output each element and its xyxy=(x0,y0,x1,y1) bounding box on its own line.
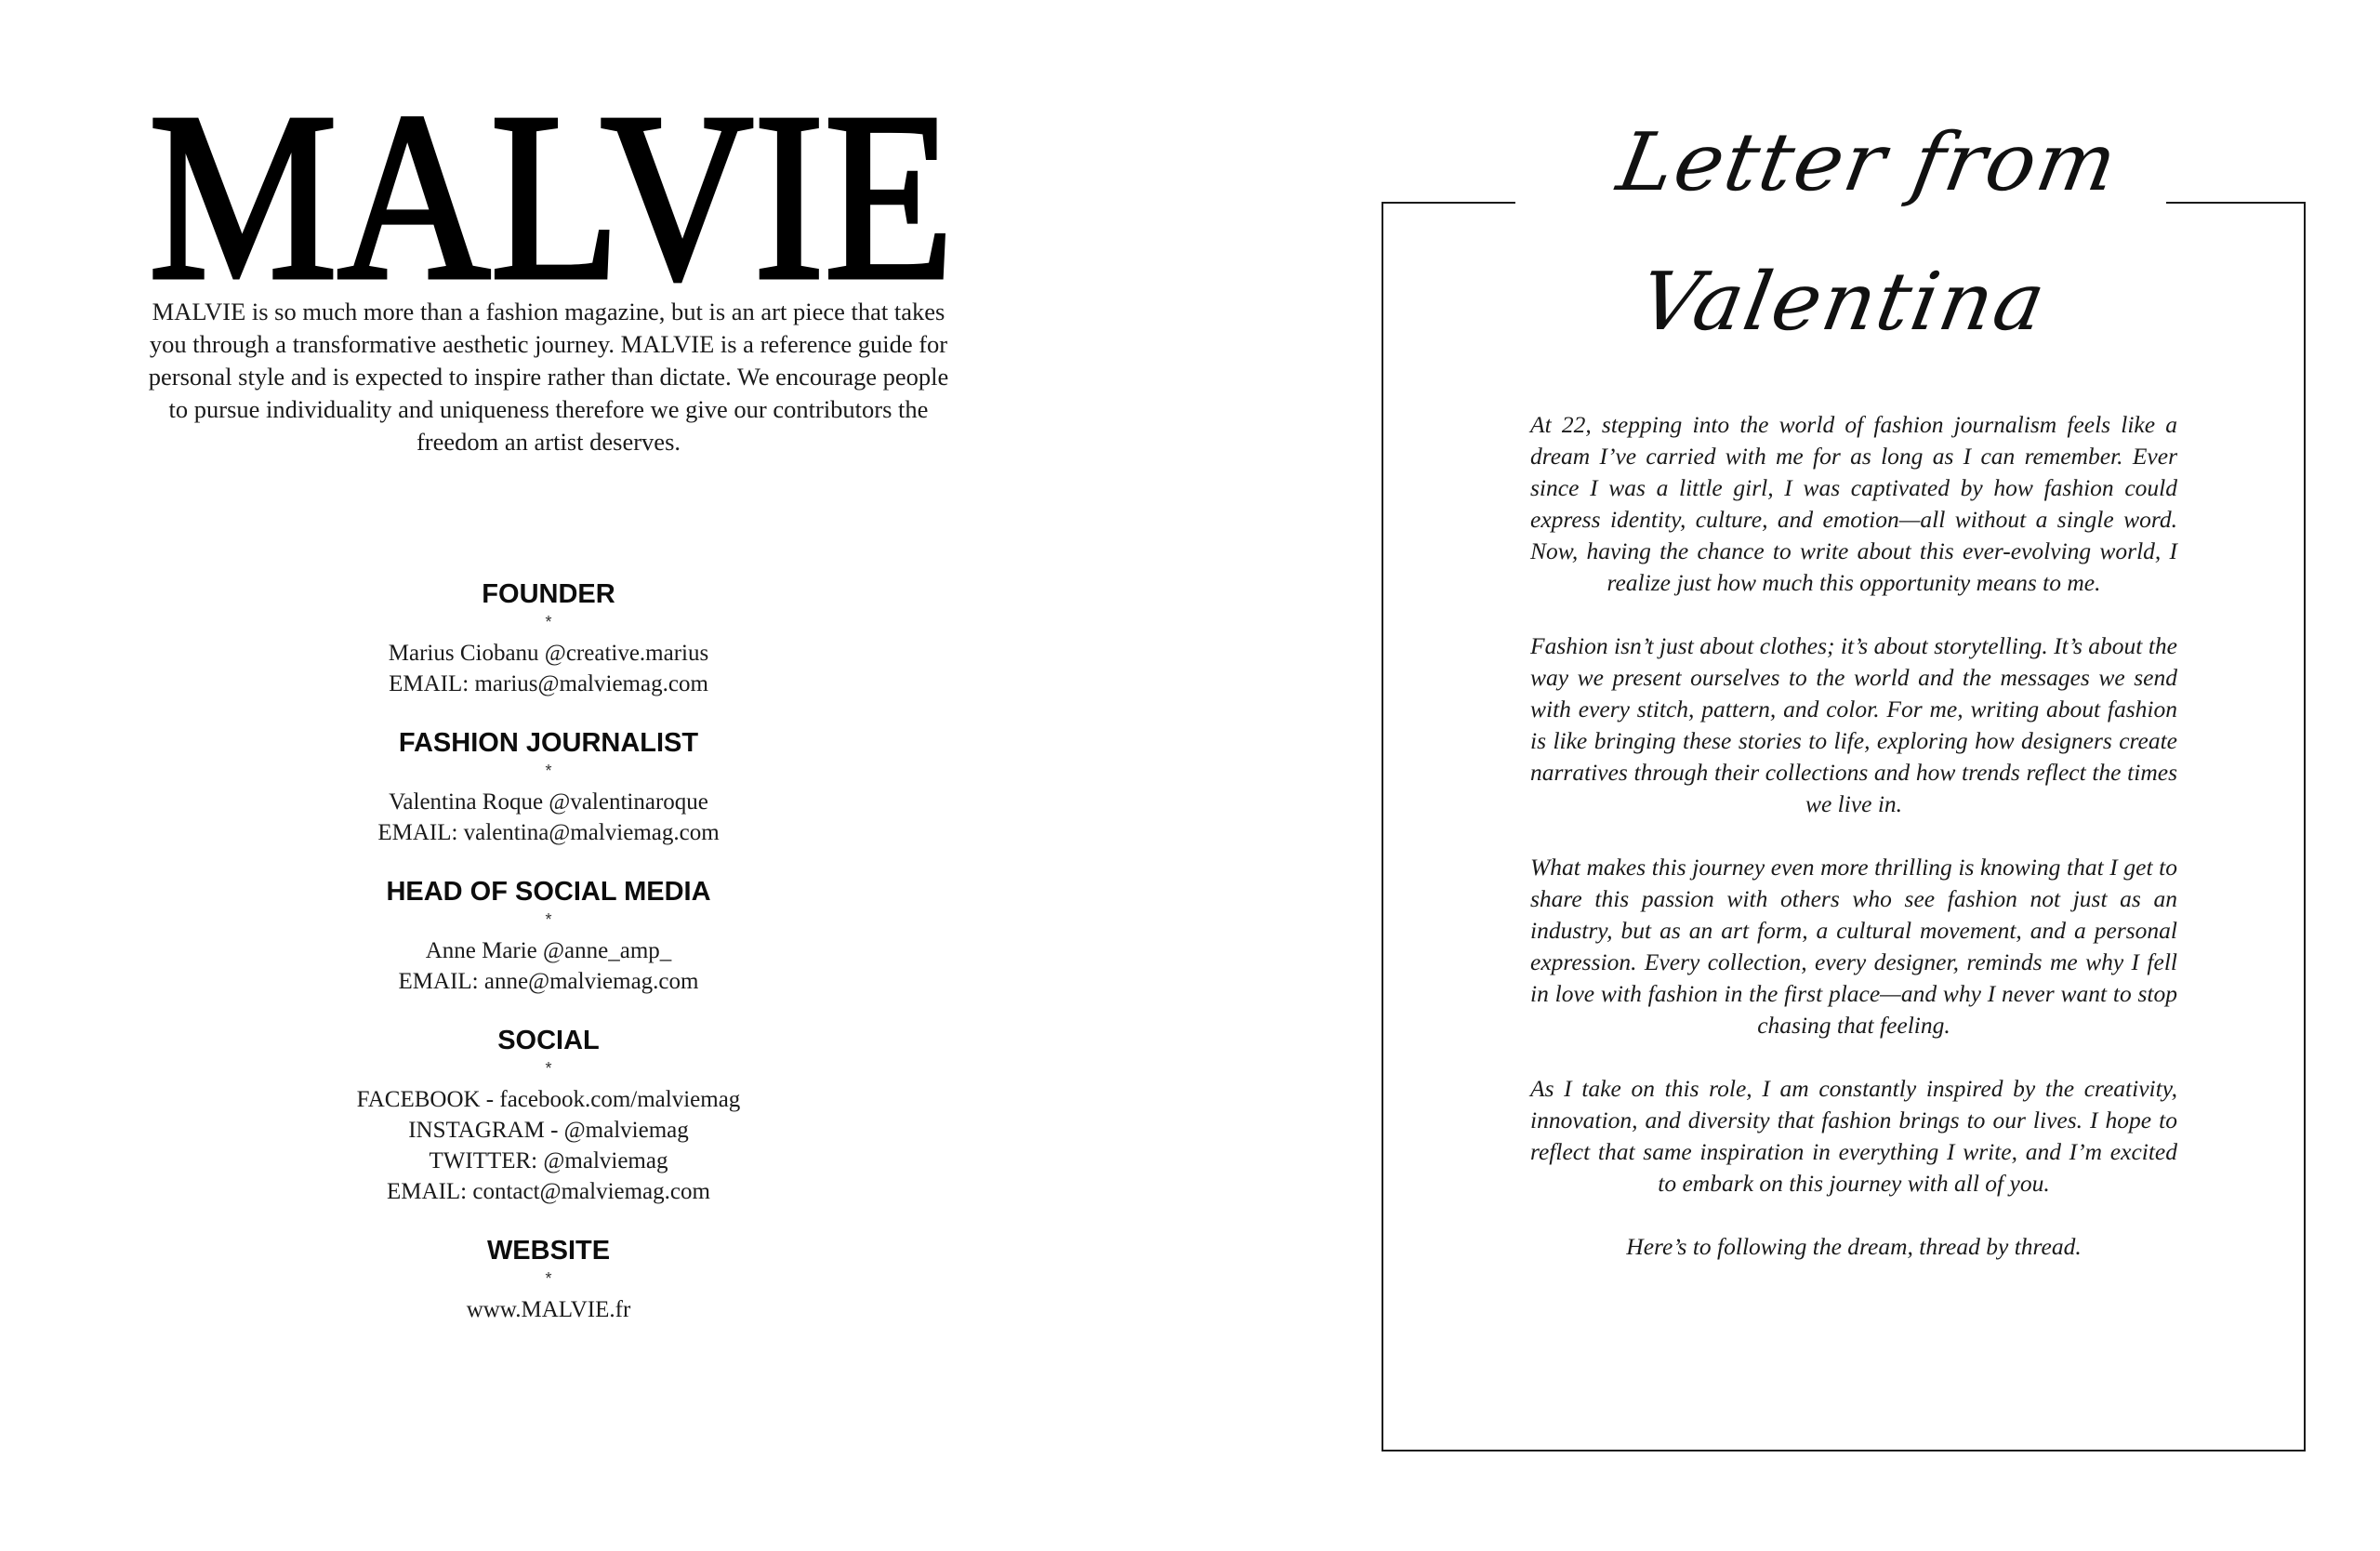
credit-head-of-social-media xyxy=(270,876,827,997)
letter-paragraph: Fashion isn’t just about clothes; it’s about storytelling. It’s about the way we present ourselves to the world and the messages we send with every stitch, pattern, and color. For me, writing about fashion is like bringing these stories to life, exploring how designers create narratives through their collections and how trends reflect the times we live in. xyxy=(1530,632,2177,817)
letter-paragraph: At 22, stepping into the world of fashion journalism feels like a dream I’ve carried with me for as long as I can remember. Ever since I was a little girl, I was captivated by how fashion could express identity, culture, and emotion—all without a single word. Now, having the chance to write about this ever-evolving world, I realize just how much this opportunity means to me. xyxy=(1530,411,2177,596)
credit-email: EMAIL: valentina@malviemag.com xyxy=(377,820,720,845)
credit-title: HEAD OF SOCIAL MEDIA xyxy=(386,877,711,907)
credit-fashion-journalist xyxy=(270,727,827,848)
letter-body xyxy=(1530,409,2177,1294)
letter-paragraph: As I take on this role, I am constantly inspired by the creativity, innovation, and diversity that fashion brings to our lives. I hope to reflect that same inspiration in everything I write, and I’m excited to embark on this journey with all of you. xyxy=(1530,1075,2177,1197)
masthead-logo xyxy=(147,80,956,292)
letter-title: Letter from Valentina xyxy=(1610,116,2126,349)
left-page xyxy=(0,0,1106,1551)
credit-line: Marius Ciobanu @creative.marius xyxy=(388,641,709,666)
credit-website xyxy=(270,1235,827,1325)
website-url: www.MALVIE.fr xyxy=(466,1297,631,1322)
credit-founder xyxy=(270,578,827,699)
credit-title: SOCIAL xyxy=(497,1026,600,1055)
intro-paragraph: MALVIE is so much more than a fashion magazine, but is an art piece that takes you through a transformative aesthetic journey. MALVIE is a reference guide for personal style and is expected to inspire rather than dictate. We encourage people to pursue individuality and uniqueness therefore we give our contributors the freedom an artist deserves. xyxy=(148,298,949,456)
credit-email: EMAIL: anne@malviemag.com xyxy=(398,969,699,994)
credit-title: WEBSITE xyxy=(486,1236,611,1266)
letter-signoff: Here’s to following the dream, thread by thread. xyxy=(1626,1233,2082,1260)
twitter-line: TWITTER: @malviemag xyxy=(429,1148,668,1173)
star-divider: * xyxy=(545,762,552,780)
star-divider: * xyxy=(545,910,552,929)
credit-line: Anne Marie @anne_amp_ xyxy=(425,938,672,963)
star-divider: * xyxy=(545,1059,552,1078)
credit-title: FOUNDER xyxy=(482,579,615,609)
credit-social xyxy=(270,1025,827,1207)
credit-line: Valentina Roque @valentinaroque xyxy=(389,789,708,815)
credit-title: FASHION JOURNALIST xyxy=(398,728,699,758)
credits-list xyxy=(270,578,827,1353)
facebook-line: FACEBOOK - facebook.com/malviemag xyxy=(356,1087,741,1112)
credit-email: EMAIL: marius@malviemag.com xyxy=(389,671,708,696)
credit-email: EMAIL: contact@malviemag.com xyxy=(387,1179,710,1204)
letter-paragraph: What makes this journey even more thrilling is knowing that I get to share this passion with others who see fashion not just as an industry, but as an art form, a cultural movement, and a personal expression. Every collection, every designer, reminds me why I fell in love with fashion in the first place—and why I never want to stop chasing that feeling. xyxy=(1530,854,2177,1039)
star-divider: * xyxy=(545,613,552,631)
star-divider: * xyxy=(545,1269,552,1288)
masthead-text: MALVIE xyxy=(149,80,954,292)
instagram-line: INSTAGRAM - @malviemag xyxy=(408,1118,689,1143)
